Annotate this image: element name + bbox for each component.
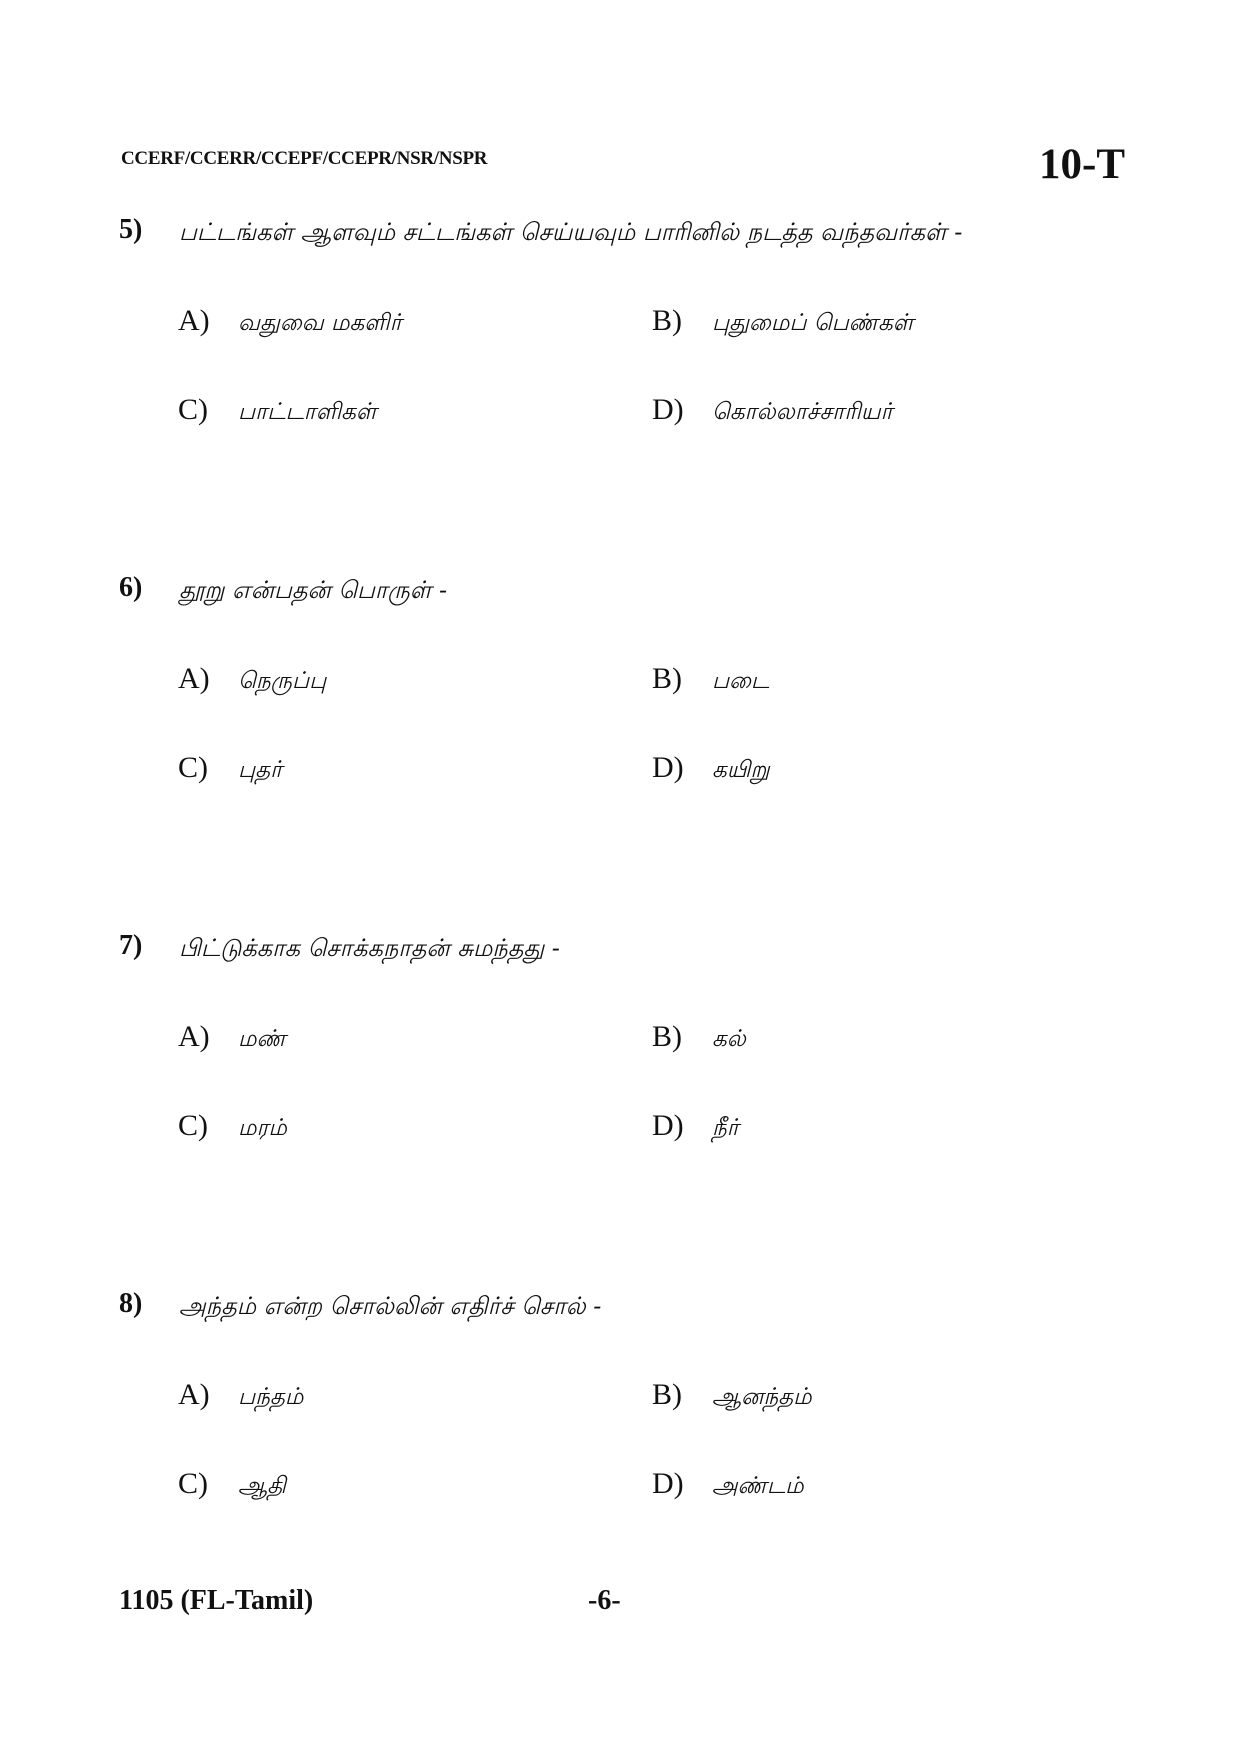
option-text: ஆனந்தம்	[712, 1384, 812, 1410]
question-number: 7)	[119, 930, 143, 961]
option-text: மண்	[238, 1026, 286, 1052]
option-letter: C)	[178, 1109, 208, 1142]
option-letter: B)	[652, 304, 682, 337]
option-text: ஆதி	[238, 1473, 286, 1499]
option-text: கல்	[712, 1026, 746, 1052]
option-letter: C)	[178, 751, 208, 784]
set-code: 10-T	[1039, 141, 1125, 188]
option-text: புதுமைப் பெண்கள்	[712, 310, 914, 336]
option-letter: A)	[178, 1020, 210, 1053]
option-letter: A)	[178, 304, 210, 337]
question-text: பிட்டுக்காக சொக்கநாதன் சுமந்தது -	[179, 934, 560, 962]
option-text: அண்டம்	[712, 1473, 804, 1499]
option-text: பாட்டாளிகள்	[238, 399, 377, 425]
question-8	[0, 1288, 1241, 1518]
option-letter: B)	[652, 662, 682, 695]
option-letter: B)	[652, 1378, 682, 1411]
question-text: தூறு என்பதன் பொருள் -	[179, 576, 448, 604]
option-text: வதுவை மகளிர்	[238, 310, 402, 336]
option-letter: B)	[652, 1020, 682, 1053]
option-letter: D)	[652, 1467, 684, 1500]
option-text: பந்தம்	[238, 1384, 304, 1410]
question-number: 5)	[119, 214, 143, 245]
question-text: அந்தம் என்ற சொல்லின் எதிர்ச் சொல் -	[179, 1292, 602, 1320]
option-text: படை	[712, 668, 770, 694]
option-letter: D)	[652, 1109, 684, 1142]
paper-code: 1105 (FL-Tamil)	[119, 1585, 314, 1616]
option-letter: A)	[178, 1378, 210, 1411]
question-number: 6)	[119, 572, 143, 603]
option-text: நீர்	[712, 1115, 739, 1141]
option-text: கொல்லாச்சாரியர்	[712, 399, 893, 425]
option-letter: D)	[652, 393, 684, 426]
option-letter: C)	[178, 393, 208, 426]
page-number: -6-	[588, 1585, 621, 1616]
question-5	[0, 214, 1241, 444]
option-letter: D)	[652, 751, 684, 784]
exam-codes: CCERF/CCERR/CCEPF/CCEPR/NSR/NSPR	[121, 148, 488, 169]
question-6	[0, 572, 1241, 802]
option-text: கயிறு	[712, 757, 770, 783]
question-text: பட்டங்கள் ஆளவும் சட்டங்கள் செய்யவும் பாரினில் நடத்த வந்தவர்கள் -	[179, 218, 963, 246]
option-letter: A)	[178, 662, 210, 695]
option-text: புதர்	[238, 757, 283, 783]
option-text: நெருப்பு	[238, 668, 327, 694]
option-letter: C)	[178, 1467, 208, 1500]
question-7	[0, 930, 1241, 1160]
option-text: மரம்	[238, 1115, 287, 1141]
question-number: 8)	[119, 1288, 143, 1319]
